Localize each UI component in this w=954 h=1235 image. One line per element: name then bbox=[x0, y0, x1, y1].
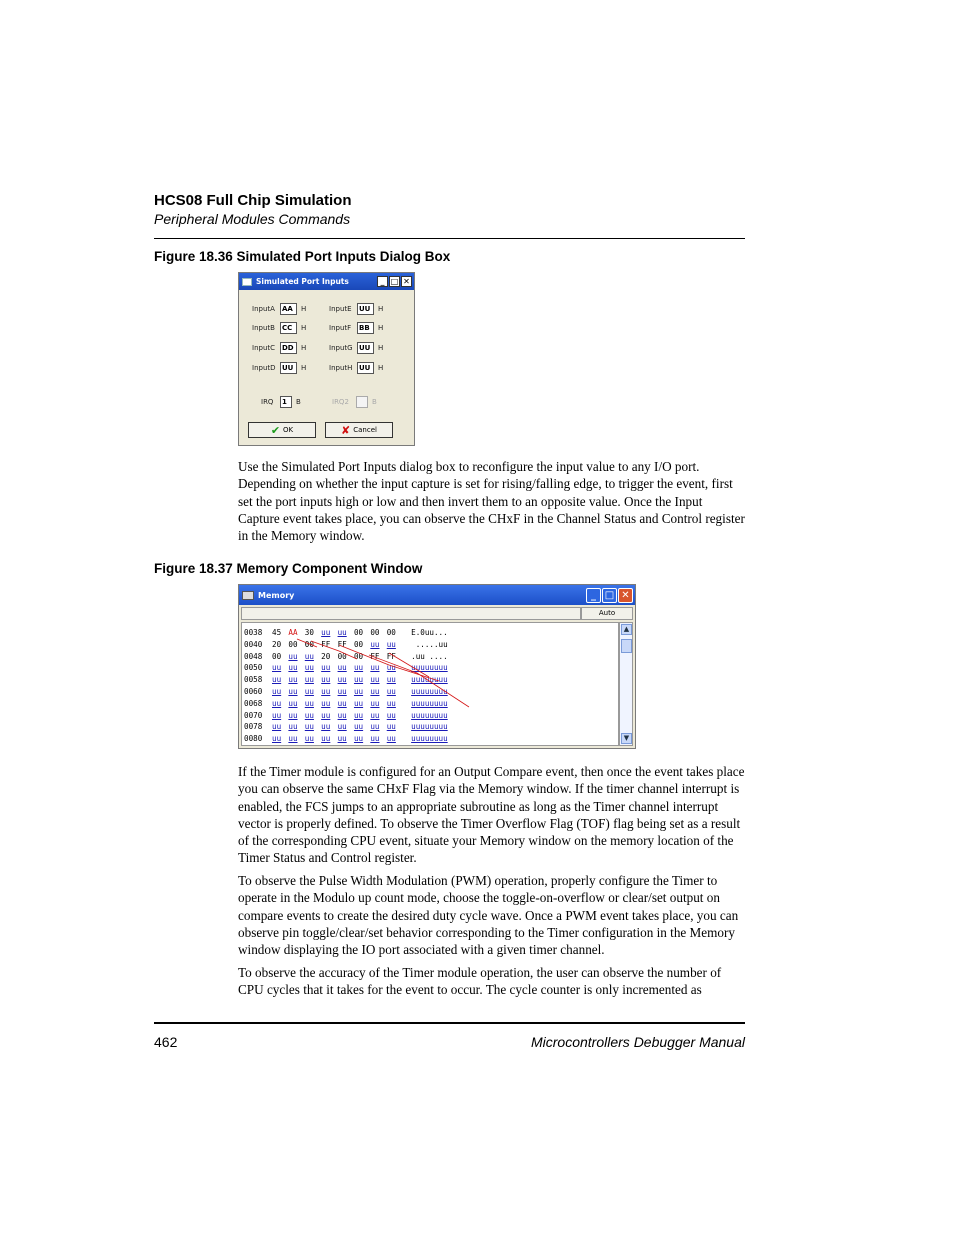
input-d-row bbox=[252, 362, 306, 374]
irq-row bbox=[261, 396, 301, 408]
memory-byte[interactable]: uu bbox=[321, 734, 331, 744]
figure-caption-1: Figure 18.36 Simulated Port Inputs Dialog Box bbox=[154, 249, 451, 264]
memory-byte[interactable]: uu bbox=[370, 710, 380, 720]
memory-byte[interactable]: 00 bbox=[353, 628, 364, 637]
page-number: 462 bbox=[154, 1034, 178, 1050]
memory-address: 0080 bbox=[244, 734, 263, 744]
memory-ascii: uuuuuuuu bbox=[411, 663, 448, 673]
memory-byte[interactable]: uu bbox=[288, 734, 298, 744]
section-title: HCS08 Full Chip Simulation bbox=[154, 192, 352, 209]
input-a-field[interactable]: AA bbox=[280, 303, 297, 315]
irq2-unit: B bbox=[372, 398, 377, 406]
input-f-label: InputF bbox=[329, 324, 352, 332]
memory-byte[interactable]: uu bbox=[386, 663, 396, 673]
irq-field[interactable]: 1 bbox=[280, 396, 292, 408]
input-h-row bbox=[329, 362, 383, 374]
input-h-unit: H bbox=[378, 364, 384, 372]
memory-byte[interactable]: uu bbox=[304, 734, 314, 744]
memory-byte[interactable]: uu bbox=[353, 710, 364, 720]
memory-byte[interactable]: uu bbox=[272, 663, 282, 673]
memory-byte[interactable]: uu bbox=[337, 687, 347, 696]
memory-byte[interactable]: 00 bbox=[353, 651, 364, 661]
input-g-field[interactable]: UU bbox=[357, 342, 374, 354]
memory-byte[interactable]: uu bbox=[288, 710, 298, 720]
memory-byte[interactable]: uu bbox=[353, 722, 364, 732]
memory-byte[interactable]: uu bbox=[321, 710, 331, 720]
input-c-row bbox=[252, 342, 306, 354]
memory-byte[interactable]: uu bbox=[321, 698, 331, 708]
memory-address: 0070 bbox=[244, 710, 263, 720]
input-b-field[interactable]: CC bbox=[280, 322, 297, 334]
memory-address: 0058 bbox=[244, 675, 263, 685]
memory-byte[interactable]: 00 bbox=[353, 639, 364, 649]
memory-byte[interactable]: uu bbox=[272, 687, 282, 696]
memory-byte[interactable]: 00 bbox=[386, 628, 396, 637]
memory-byte[interactable]: uu bbox=[353, 663, 364, 673]
memory-byte[interactable]: uu bbox=[386, 710, 396, 720]
input-e-label: InputE bbox=[329, 305, 352, 313]
memory-byte[interactable]: uu bbox=[321, 675, 331, 685]
memory-ascii: .uu .... bbox=[411, 651, 448, 661]
maximize-button[interactable]: □ bbox=[602, 588, 617, 603]
input-c-field[interactable]: DD bbox=[280, 342, 297, 354]
memory-byte[interactable]: 00 bbox=[337, 651, 347, 661]
memory-byte[interactable]: uu bbox=[386, 687, 396, 696]
irq-unit: B bbox=[296, 398, 301, 406]
minimize-button[interactable]: _ bbox=[586, 588, 601, 603]
memory-window bbox=[238, 584, 636, 749]
memory-byte[interactable]: uu bbox=[272, 675, 282, 685]
input-e-unit: H bbox=[378, 305, 384, 313]
irq-label: IRQ bbox=[261, 398, 274, 406]
memory-byte[interactable]: uu bbox=[353, 687, 364, 696]
memory-byte[interactable]: uu bbox=[304, 687, 314, 696]
input-e-field[interactable]: UU bbox=[357, 303, 374, 315]
dialog-title: Simulated Port Inputs bbox=[256, 277, 349, 286]
memory-byte[interactable]: 00 bbox=[272, 651, 282, 661]
scroll-up-icon[interactable]: ▲ bbox=[621, 624, 632, 635]
memory-ascii: uuuuuuuu bbox=[411, 722, 448, 732]
manual-title: Microcontrollers Debugger Manual bbox=[531, 1034, 745, 1050]
input-a-row bbox=[252, 303, 306, 315]
memory-ascii: uuuuuuuu bbox=[411, 675, 448, 685]
irq2-field bbox=[356, 396, 368, 408]
input-b-unit: H bbox=[301, 324, 307, 332]
memory-byte[interactable]: uu bbox=[386, 722, 396, 732]
memory-byte[interactable]: 20 bbox=[272, 639, 282, 649]
input-c-unit: H bbox=[301, 344, 307, 352]
irq2-row bbox=[332, 396, 377, 408]
input-g-unit: H bbox=[378, 344, 384, 352]
paragraph-1: Use the Simulated Port Inputs dialog box to reconfigure the input value to any I/O port. Depending on whether the input capture is set for rising/falling edge, to trigger the event, first set the port inputs high or low and then invert them to an opposite value. Once the Input Capture event takes place, you can observe the CHxF in the Channel Status and Control register in the Memory window. bbox=[238, 459, 745, 544]
memory-address: 0050 bbox=[244, 663, 263, 673]
input-e-row bbox=[329, 303, 383, 315]
irq2-label: IRQ2 bbox=[332, 398, 349, 406]
input-b-label: InputB bbox=[252, 324, 275, 332]
memory-byte[interactable]: uu bbox=[272, 710, 282, 720]
memory-byte[interactable]: uu bbox=[386, 698, 396, 708]
ok-label: OK bbox=[283, 426, 294, 434]
memory-byte[interactable]: uu bbox=[272, 734, 282, 744]
minimize-button[interactable]: _ bbox=[377, 276, 388, 287]
memory-byte[interactable]: uu bbox=[321, 628, 331, 637]
close-button[interactable]: ✕ bbox=[618, 588, 633, 603]
header-rule bbox=[154, 238, 745, 239]
memory-byte[interactable]: 00 bbox=[288, 639, 298, 649]
simulated-port-inputs-dialog bbox=[238, 272, 415, 446]
dialog-titlebar[interactable] bbox=[239, 273, 414, 290]
section-subtitle: Peripheral Modules Commands bbox=[154, 211, 351, 227]
cancel-button[interactable] bbox=[325, 422, 393, 438]
memory-byte[interactable]: uu bbox=[337, 675, 347, 685]
memory-byte[interactable]: uu bbox=[386, 675, 396, 685]
memory-byte[interactable]: 20 bbox=[321, 651, 331, 661]
memory-byte[interactable]: uu bbox=[288, 675, 298, 685]
memory-byte[interactable]: AA bbox=[288, 628, 298, 637]
ok-button[interactable] bbox=[248, 422, 316, 438]
memory-address: 0040 bbox=[244, 639, 263, 649]
memory-byte[interactable]: uu bbox=[353, 734, 364, 744]
memory-byte[interactable]: uu bbox=[321, 663, 331, 673]
memory-byte[interactable]: uu bbox=[370, 734, 380, 744]
memory-ascii: uuuuuuuu bbox=[411, 734, 448, 744]
input-f-row bbox=[329, 322, 383, 334]
memory-byte[interactable]: FF bbox=[386, 651, 396, 661]
input-a-unit: H bbox=[301, 305, 307, 313]
memory-ascii: uuuuuuuu bbox=[411, 687, 448, 696]
memory-byte[interactable]: uu bbox=[370, 639, 380, 649]
maximize-button[interactable]: □ bbox=[390, 277, 399, 286]
memory-byte[interactable]: FF bbox=[370, 651, 380, 661]
memory-byte[interactable]: uu bbox=[370, 675, 380, 685]
memory-byte[interactable]: uu bbox=[272, 722, 282, 732]
memory-byte[interactable]: 00 bbox=[370, 628, 380, 637]
memory-byte[interactable]: uu bbox=[288, 651, 298, 661]
memory-byte[interactable]: uu bbox=[304, 698, 314, 708]
memory-byte[interactable]: uu bbox=[370, 722, 380, 732]
figure-caption-2: Figure 18.37 Memory Component Window bbox=[154, 561, 423, 576]
memory-byte[interactable]: uu bbox=[353, 698, 364, 708]
memory-byte[interactable]: uu bbox=[386, 734, 396, 744]
memory-byte[interactable]: uu bbox=[337, 722, 347, 732]
memory-byte[interactable]: uu bbox=[353, 675, 364, 685]
memory-byte[interactable]: uu bbox=[370, 687, 380, 696]
memory-byte[interactable]: FF bbox=[321, 639, 331, 649]
input-c-label: InputC bbox=[252, 344, 276, 352]
checkmark-icon: ✔ bbox=[270, 423, 281, 437]
cancel-label: Cancel bbox=[353, 426, 377, 434]
memory-byte[interactable]: 00 bbox=[304, 639, 314, 649]
memory-ascii: E.0uu... bbox=[411, 628, 448, 637]
memory-byte[interactable]: uu bbox=[337, 710, 347, 720]
memory-address: 0060 bbox=[244, 687, 263, 696]
memory-byte[interactable]: uu bbox=[386, 639, 396, 649]
memory-ascii: uuuuuuuu bbox=[411, 710, 448, 720]
annotation-strokes bbox=[239, 585, 637, 750]
input-d-unit: H bbox=[301, 364, 307, 372]
memory-byte[interactable]: uu bbox=[370, 698, 380, 708]
paragraph-3: To observe the Pulse Width Modulation (PWM) operation, properly configure the Timer to operate in the Modulo up count mode, choose the toggle-on-overflow or clear/set output on compare events to create the desired duty cycle wave. Once a PWM event takes place, you can observe pin toggle/clear/set behavior corresponding to the Timer configuration in the Memory window displaying the IO port associated with a given timer channel. bbox=[238, 873, 739, 958]
memory-ascii: .....uu bbox=[411, 639, 448, 649]
memory-byte[interactable]: uu bbox=[304, 710, 314, 720]
input-b-row bbox=[252, 322, 306, 334]
cross-icon: ✘ bbox=[341, 423, 351, 437]
memory-byte[interactable]: uu bbox=[304, 663, 314, 673]
paragraph-4: To observe the accuracy of the Timer module operation, the user can observe the number of CPU cycles that it takes for the event to occur. The cycle counter is only incremented as bbox=[238, 965, 722, 998]
input-d-field[interactable]: UU bbox=[280, 362, 297, 374]
memory-address: 0078 bbox=[244, 722, 263, 732]
memory-byte[interactable]: 45 bbox=[272, 628, 282, 637]
memory-title: Memory bbox=[258, 590, 295, 600]
memory-ascii: uuuuuuuu bbox=[411, 698, 448, 708]
memory-byte[interactable]: uu bbox=[321, 722, 331, 732]
memory-byte[interactable]: uu bbox=[337, 628, 347, 637]
input-a-label: InputA bbox=[252, 305, 275, 313]
input-g-row bbox=[329, 342, 383, 354]
input-d-label: InputD bbox=[252, 364, 276, 372]
memory-byte[interactable]: uu bbox=[321, 687, 331, 696]
footer-rule bbox=[154, 1022, 745, 1024]
input-h-field[interactable]: UU bbox=[357, 362, 374, 374]
memory-byte[interactable]: uu bbox=[288, 687, 298, 696]
auto-button[interactable]: Auto bbox=[581, 607, 633, 620]
input-h-label: InputH bbox=[329, 364, 353, 372]
memory-byte[interactable]: uu bbox=[337, 663, 347, 673]
memory-byte[interactable]: uu bbox=[304, 722, 314, 732]
input-g-label: InputG bbox=[329, 344, 353, 352]
memory-byte[interactable]: FF bbox=[337, 639, 347, 649]
memory-byte[interactable]: uu bbox=[370, 663, 380, 673]
memory-byte[interactable]: uu bbox=[337, 734, 347, 744]
window-app-icon bbox=[242, 278, 252, 286]
memory-byte[interactable]: uu bbox=[288, 698, 298, 708]
memory-address: 0038 bbox=[244, 628, 263, 637]
memory-byte[interactable]: uu bbox=[304, 651, 314, 661]
memory-address: 0048 bbox=[244, 651, 263, 661]
memory-byte[interactable]: uu bbox=[288, 663, 298, 673]
close-button[interactable]: ✕ bbox=[401, 276, 412, 287]
memory-byte[interactable]: uu bbox=[288, 722, 298, 732]
memory-byte[interactable]: 30 bbox=[304, 628, 314, 637]
paragraph-2: If the Timer module is configured for an Output Compare event, then once the event takes place you can observe the same CHxF Flag via the Memory window. If the timer channel interrupt is enabled, the FCS jumps to an appropriate subroutine as long as the Timer channel interrupt vector is properly defined. To observe the Timer Overflow Flag (TOF) flag being set as a result of the corresponding CPU event, situate your Memory window on the memory location of the Timer Status and Control register. bbox=[238, 764, 745, 866]
input-f-field[interactable]: BB bbox=[357, 322, 374, 334]
memory-byte[interactable]: uu bbox=[337, 698, 347, 708]
memory-address: 0068 bbox=[244, 698, 263, 708]
input-f-unit: H bbox=[378, 324, 384, 332]
scroll-down-icon[interactable]: ▼ bbox=[621, 733, 632, 744]
memory-byte[interactable]: uu bbox=[272, 698, 282, 708]
memory-byte[interactable]: uu bbox=[304, 675, 314, 685]
